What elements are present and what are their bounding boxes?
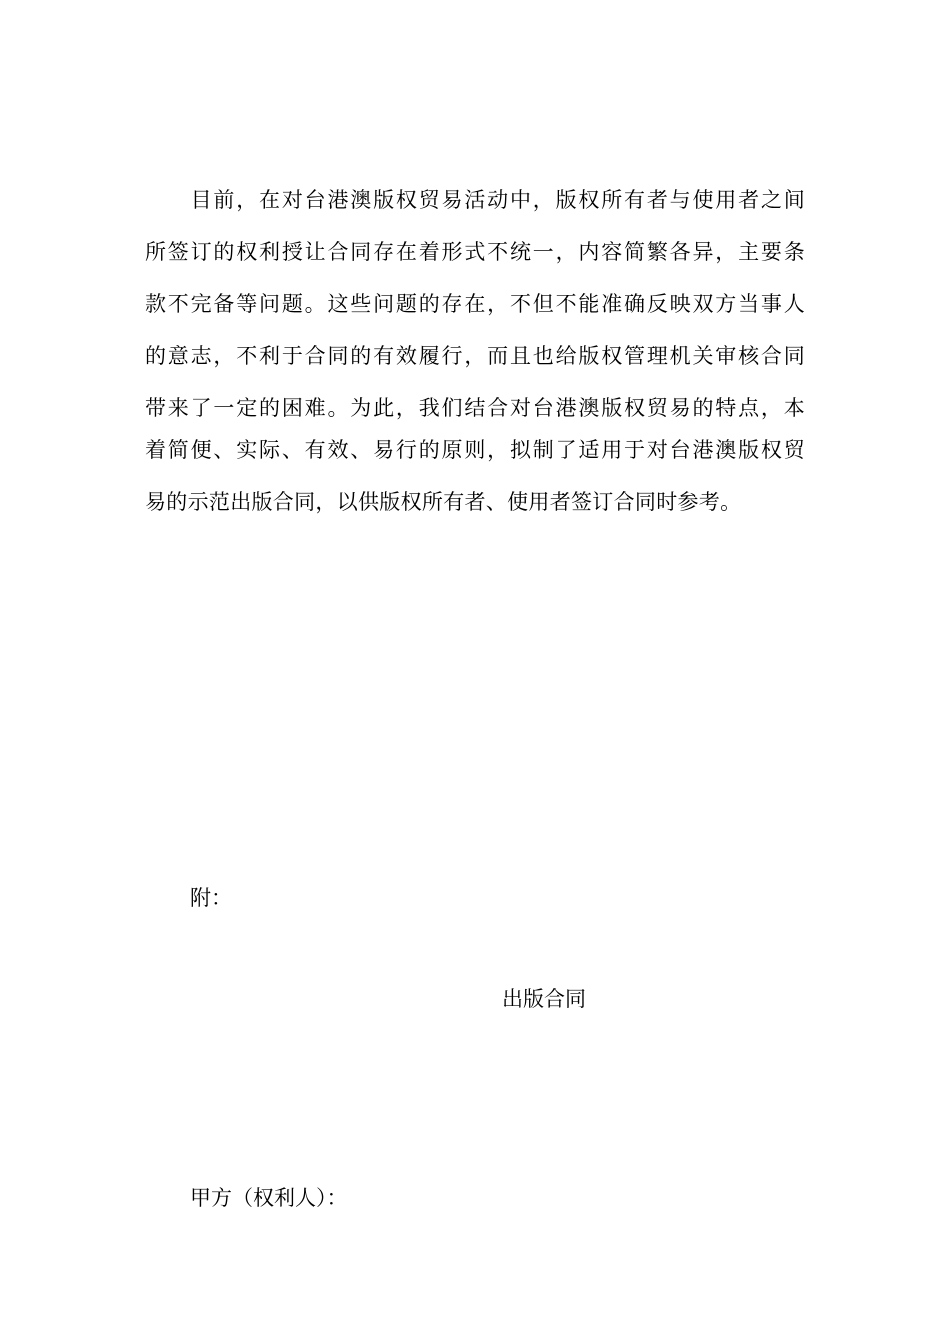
appendix-label: 附： — [190, 886, 232, 910]
party-a-label: 甲方（权利人）： — [190, 1186, 348, 1210]
intro-paragraph-line-3: 款不完备等问题。这些问题的存在，不但不能准确反映双方当事人 — [145, 292, 805, 316]
intro-paragraph-line-2: 所签订的权利授让合同存在着形式不统一，内容简繁各异，主要条 — [145, 240, 805, 264]
intro-paragraph-line-4: 的意志，不利于合同的有效履行，而且也给版权管理机关审核合同 — [145, 344, 805, 368]
intro-paragraph-line-1: 目前，在对台港澳版权贸易活动中，版权所有者与使用者之间 — [145, 188, 805, 212]
intro-paragraph-line-5: 带来了一定的困难。为此，我们结合对台港澳版权贸易的特点，本 — [145, 396, 805, 420]
intro-paragraph-line-6: 着简便、实际、有效、易行的原则，拟制了适用于对台港澳版权贸 — [145, 438, 805, 462]
contract-title: 出版合同 — [502, 987, 586, 1011]
intro-paragraph-line-7: 易的示范出版合同，以供版权所有者、使用者签订合同时参考。 — [145, 490, 742, 514]
